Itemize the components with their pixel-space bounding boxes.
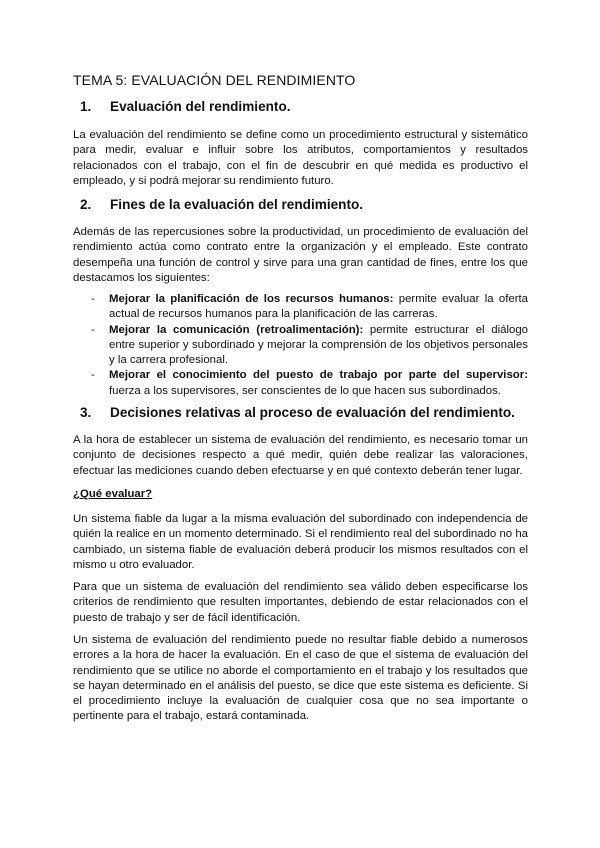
section-3-title: Decisiones relativas al proceso de evaluación del rendimiento.	[110, 405, 515, 420]
bullet-dash: -	[91, 323, 95, 336]
bullet-bold-text: Mejorar el conocimiento del puesto de trabajo por parte del supervisor:	[109, 369, 528, 382]
bullet-text: permite estructurar el diálogo entre superior y subordinado y mejorar la comprensión de los objetivos personales y la carrera profesional.	[109, 323, 529, 367]
bullet-item	[73, 292, 528, 323]
bullet-bold-text: Mejorar la planificación de los recursos humanos:	[109, 293, 394, 305]
section-3-paragraph: A la hora de establecer un sistema de evaluación del rendimiento, es necesario tomar un conjunto de decisiones respecto a qué medir, quién debe realizar las valoraciones, efectuar las mediciones cuando deben efectuarse y en qué contexto deberán tener lugar.	[73, 434, 528, 477]
sub-paragraph-1: Un sistema fiable da lugar a la misma evaluación del subordinado con independencia de quién la realice en un momento determinado. Si el rendimiento real del subordinado no ha cambiado, un sistema fiable de evaluación deberá producir los mismos resultados con el mismo u otro evaluador.	[73, 513, 528, 571]
document-title: TEMA 5: EVALUACIÓN DEL RENDIMIENTO	[73, 72, 356, 88]
bullet-text: fuerza a los supervisores, ser conscientes de lo que hacen sus subordinados.	[109, 384, 501, 397]
section-2-paragraph: Además de las repercusiones sobre la productividad, un procedimiento de evaluación del rendimiento actúa como contrato entre la organización y el empleado. Este contrato desempeña una función de control y sirve para una gran cantidad de fines, entre los que destacamos los siguientes:	[73, 226, 528, 284]
bullet-bold-text: Mejorar la comunicación (retroalimentación):	[109, 323, 364, 336]
section-3-number: 3.	[80, 405, 92, 420]
section-1-title: Evaluación del rendimiento.	[110, 99, 291, 114]
bullet-item	[73, 368, 528, 399]
sub-paragraph-2: Para que un sistema de evaluación del rendimiento sea válido deben especificarse los criterios de rendimiento que resulten importantes, debiendo de estar relacionados con el puesto de trabajo y ser de fácil identificación.	[73, 581, 528, 624]
section-1-number: 1.	[80, 99, 92, 114]
section-2-number: 2.	[80, 197, 92, 212]
sub-paragraph-3: Un sistema de evaluación del rendimiento puede no resultar fiable debido a numerosos errores a la hora de hacer la evaluación. En el caso de que el sistema de evaluación del rendimiento que se utilice no aborde el comportamiento en el trabajo y los resultados que se hayan determinado en el análisis del puesto, se dice que este sistema es deficiente. Si el procedimiento incluye la evaluación de cualquier cosa que no sea importante o pertinente para el trabajo, estará contaminada.	[73, 634, 528, 723]
bullet-dash: -	[91, 369, 95, 382]
section-1-paragraph: La evaluación del rendimiento se define como un procedimiento estructural y sistemático para medir, evaluar e influir sobre los atributos, comportamientos y resultados relacionados con el trabajo, con el fin de descubrir en qué medida es productivo el empleado, y si podrá mejorar su rendimiento futuro.	[73, 129, 528, 187]
bullet-item	[73, 323, 528, 369]
bullet-dash: -	[91, 293, 95, 305]
section-2-title: Fines de la evaluación del rendimiento.	[110, 197, 364, 212]
section-2-bullet-list	[73, 292, 528, 399]
section-3-heading	[80, 405, 515, 420]
bullet-text: permite evaluar la oferta actual de recursos humanos para la planificación de las carreras.	[109, 293, 528, 321]
section-1-heading	[80, 99, 291, 114]
section-2-heading	[80, 197, 363, 212]
subheading-que-evaluar: ¿Qué evaluar?	[73, 488, 153, 500]
